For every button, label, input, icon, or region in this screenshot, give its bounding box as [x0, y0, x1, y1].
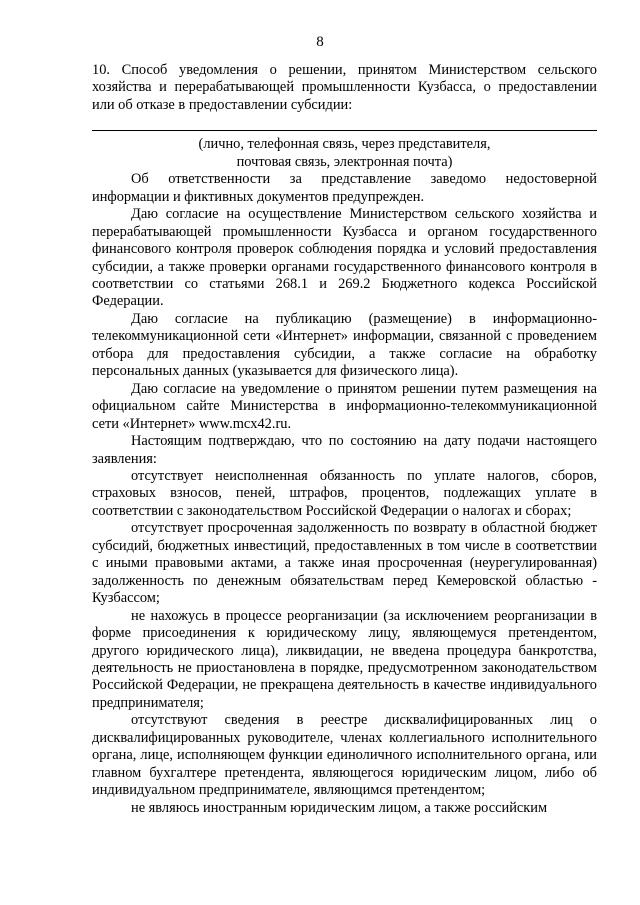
paragraph-no-overdue-debt: отсутствует просроченная задолженность по возврату в областной бюджет субсидий, бюджетных инвестиций, предоставленных в том числе в соответствии с иными правовыми актами, а также иная просроченная (неурегулированная) задолженность по денежным обязательствам перед Кемеровской областью - Кузбассом; [92, 520, 597, 607]
blank-caption-1: (лично, телефонная связь, через представителя, [198, 136, 491, 153]
paragraph-consent-publication: Даю согласие на публикацию (размещение) в информационно-телекоммуникационной сети «Интернет» информации, связанной с проведением отбора для предоставления субсидии, а также согласие на обработку персональных данных (указывается для физического лица). [92, 310, 597, 380]
paragraph-consent-inspections: Даю согласие на осуществление Министерством сельского хозяйства и перерабатывающей промышленности Кузбасса и органом государственного финансового контроля проверок соблюдения порядка и условий предоставления субсидии, а также проверки органами государственного финансового контроля в соответствии со статьями 268.1 и 269.2 Бюджетного кодекса Российской Федерации. [92, 206, 597, 310]
paragraph-no-disqualified: отсутствуют сведения в реестре дисквалифицированных лиц о дисквалифицированных руководителе, членах коллегиального исполнительного органа, лице, исполняющем функции единоличного исполнительного органа, или главном бухгалтере претендента, являющегося юридическим лицом, либо об индивидуальном предпринимателе, являющимся претендентом; [92, 712, 597, 799]
paragraph-no-tax-debt: отсутствует неисполненная обязанность по уплате налогов, сборов, страховых взносов, пеней, штрафов, процентов, подлежащих уплате в соответствии с законодательством Российской Федерации о налогах и сборах; [92, 467, 597, 519]
paragraph-no-reorganization: не нахожусь в процессе реорганизации (за исключением реорганизации в форме присоединения к юридическому лицу, являющемуся претендентом, другого юридического лица), ликвидации, не введена процедура банкротства, деятельность не приостановлена в порядке, предусмотренном законодательством Российской Федерации, не прекращена деятельность в качестве индивидуального предпринимателя; [92, 607, 597, 711]
paragraph-confirmation: Настоящим подтверждаю, что по состоянию на дату подачи настоящего заявления: [92, 433, 597, 467]
paragraph-responsibility: Об ответственности за представление заведомо недостоверной информации и фиктивных документов предупрежден. [92, 171, 597, 205]
page-content [92, 62, 597, 817]
page-number: 8 [316, 34, 324, 50]
item-10-text: 10. Способ уведомления о решении, принятом Министерством сельского хозяйства и перерабатывающей промышленности Кузбасса, о предоставлении или об отказе в предоставлении субсидии: [92, 62, 597, 113]
blank-caption-2: почтовая связь, электронная почта) [236, 153, 453, 170]
paragraph-not-foreign: не являюсь иностранным юридическим лицом, а также российским [131, 799, 548, 816]
paragraph-consent-notification: Даю согласие на уведомление о принятом решении путем размещения на официальном сайте Министерства в информационно-телекоммуникационной сети «Интернет» www.mcx42.ru. [92, 380, 597, 432]
blank-line [92, 120, 597, 131]
